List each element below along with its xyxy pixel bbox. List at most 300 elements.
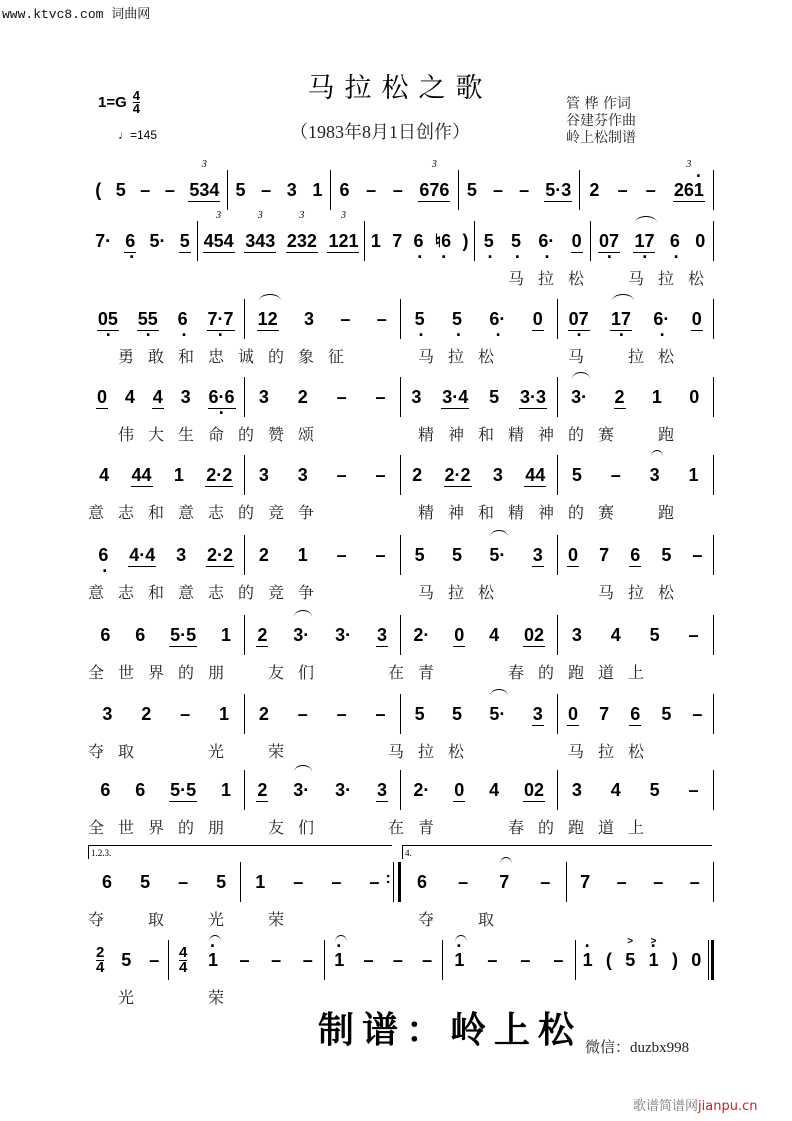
score-row	[88, 699, 714, 729]
score-row	[88, 936, 714, 976]
triplet-mark: 3	[340, 209, 346, 221]
note: 5	[216, 872, 227, 892]
dash: –	[540, 872, 551, 892]
note: 5	[649, 780, 660, 800]
watermark: www.ktvc8.com 词曲网	[2, 7, 151, 22]
note: 3	[102, 704, 113, 724]
lyrics-line: 勇敢和忠诚的象征 马拉松 马 拉松	[88, 347, 689, 366]
note: · 1	[207, 949, 219, 971]
volta-1: 1.2.3.	[88, 845, 392, 859]
note: · 1	[333, 949, 345, 971]
note: 3	[180, 387, 191, 407]
note: 6·6 ·	[208, 386, 236, 409]
tie-arc	[259, 294, 281, 308]
note: 676 3	[419, 158, 450, 200]
time-top: 4	[132, 88, 141, 103]
dash: –	[645, 180, 656, 200]
dash: –	[422, 950, 433, 970]
parenthesis: )	[671, 950, 678, 970]
dash: –	[336, 387, 347, 407]
dash: –	[692, 545, 703, 565]
dash: –	[140, 180, 151, 200]
note: · 261 3	[673, 179, 705, 202]
note: 3·	[335, 780, 352, 800]
dash: –	[297, 704, 308, 724]
measure	[401, 460, 557, 490]
note: 17 ·	[633, 230, 655, 253]
measure	[401, 540, 557, 570]
measure	[558, 699, 714, 729]
note: · 1 >	[648, 949, 660, 971]
note: 5	[140, 872, 151, 892]
note: ♮6 ·	[434, 230, 452, 252]
measure	[88, 304, 244, 334]
note: 6	[135, 625, 146, 645]
note: 5	[235, 180, 246, 200]
dash: –	[340, 309, 351, 329]
note: 1	[221, 625, 232, 645]
dash: –	[688, 780, 699, 800]
tie-arc	[500, 857, 512, 871]
note: 3	[377, 779, 388, 800]
note: 2	[141, 704, 152, 724]
dash: –	[271, 950, 282, 970]
dash: –	[261, 180, 272, 200]
note: 454 3	[203, 209, 234, 251]
note: 1	[651, 387, 662, 407]
measure	[567, 867, 713, 897]
measure	[88, 540, 244, 570]
note: 5	[414, 545, 425, 565]
note: 3	[304, 309, 315, 329]
volta-2: 4.	[402, 845, 712, 859]
note: 5	[115, 180, 126, 200]
note: 6	[100, 780, 111, 800]
note: 3·	[292, 779, 310, 801]
dash: –	[375, 545, 386, 565]
score-row	[88, 304, 714, 334]
note: 6	[102, 872, 113, 892]
dash: –	[336, 704, 347, 724]
measure	[325, 945, 442, 975]
note: 1	[255, 872, 266, 892]
note: 4	[610, 780, 621, 800]
dash: –	[363, 950, 374, 970]
note: 5·5	[170, 779, 197, 800]
barline	[713, 862, 714, 902]
dash: –	[653, 872, 664, 892]
dash: –	[293, 872, 304, 892]
dash: –	[519, 180, 530, 200]
note: 6 ·	[97, 544, 109, 566]
score-row	[88, 620, 714, 650]
note: 3	[649, 464, 661, 486]
measure	[365, 226, 474, 256]
measure	[401, 867, 565, 897]
note: 5 ·	[414, 308, 426, 330]
triplet-mark: 3	[299, 209, 305, 221]
dash: –	[492, 180, 503, 200]
note: 4·4	[129, 544, 156, 565]
note: 6· ·	[488, 308, 506, 330]
note: 2	[257, 779, 268, 800]
note: 7·7 ·	[207, 308, 235, 331]
note: 3	[258, 387, 269, 407]
lyrics-line: 全世界的朋 友们 在青 春的跑道上	[88, 818, 659, 837]
parenthesis: (	[605, 950, 612, 970]
wechat-id: 微信：duzbx998	[585, 1040, 690, 1056]
note: 4	[99, 465, 110, 485]
lyrics-line: 伟大生命的赞颂 精神和精神的赛 跑	[88, 425, 689, 444]
tie-arc	[651, 450, 663, 464]
dash: –	[610, 465, 621, 485]
tie-arc	[612, 294, 634, 308]
note: 5	[121, 950, 132, 970]
note: 6· ·	[652, 308, 670, 330]
note: 5·	[488, 544, 506, 566]
measure	[88, 867, 240, 897]
dash: –	[458, 872, 469, 892]
note: 5	[489, 387, 500, 407]
barline	[713, 455, 714, 495]
measure	[401, 699, 557, 729]
note: 1	[297, 545, 308, 565]
lyricist: 管 桦 作词	[566, 96, 631, 112]
note: 3·	[292, 624, 310, 646]
barline	[713, 170, 714, 210]
note: 2·	[413, 625, 430, 645]
note: 3·3	[520, 386, 547, 407]
tie-arc	[490, 689, 508, 703]
measure	[475, 226, 590, 256]
note: 7	[599, 545, 610, 565]
note: 02	[524, 779, 545, 800]
dash: –	[164, 180, 175, 200]
note: 5·	[149, 231, 166, 251]
measure	[169, 945, 323, 975]
final-barline	[708, 940, 714, 980]
barline	[713, 299, 714, 339]
score-row	[88, 209, 714, 256]
tie-arc	[635, 216, 657, 230]
note: 2·2	[207, 544, 234, 565]
note: 7·	[95, 231, 112, 251]
note: 07 ·	[598, 230, 620, 253]
note: 3	[377, 624, 388, 645]
note: 0	[691, 308, 702, 329]
note: 44	[131, 464, 152, 485]
note: 3	[571, 625, 582, 645]
dash: –	[392, 950, 403, 970]
note: 6 ·	[124, 230, 136, 253]
note: 4	[152, 386, 163, 407]
measure	[88, 620, 244, 650]
dash: –	[180, 704, 191, 724]
dash: –	[336, 465, 347, 485]
lyrics-line: 马拉松 马拉松	[88, 269, 719, 288]
measure	[558, 460, 714, 490]
dash: –	[375, 704, 386, 724]
note: 5	[414, 704, 425, 724]
measure	[245, 775, 401, 805]
site-watermark	[633, 1095, 757, 1114]
note: 1	[221, 780, 232, 800]
note: 6· ·	[537, 230, 555, 252]
measure	[558, 775, 714, 805]
measure	[401, 382, 557, 412]
tie-arc	[209, 935, 221, 949]
note: 0	[689, 387, 700, 407]
note: 2	[257, 624, 268, 645]
note: 5	[452, 545, 463, 565]
note: 17 ·	[610, 308, 632, 331]
note: 121 3	[328, 209, 359, 251]
note: 55 ·	[137, 308, 159, 331]
note: 1	[688, 465, 699, 485]
note: 343 3	[245, 209, 276, 251]
note: 1	[370, 231, 381, 251]
measure	[558, 620, 714, 650]
note: 7	[498, 871, 510, 893]
dash: –	[369, 872, 380, 892]
note: 6	[630, 703, 641, 724]
lyrics-line: 光 荣	[88, 988, 239, 1007]
note: 5 ·	[483, 230, 495, 252]
note: 1	[312, 180, 323, 200]
note: 3	[286, 180, 297, 200]
dash: –	[375, 465, 386, 485]
note: 5	[179, 230, 190, 251]
note: 7	[392, 231, 403, 251]
parenthesis: )	[462, 231, 469, 251]
measure	[245, 382, 401, 412]
triplet-mark: 3	[686, 158, 692, 170]
measure	[245, 304, 401, 334]
composer: 谷建芬作曲	[566, 113, 636, 129]
measure	[198, 209, 364, 256]
note: · 1	[582, 949, 594, 971]
note: 6	[417, 872, 428, 892]
lyrics-line: 夺 取 光 荣 夺 取	[88, 910, 509, 929]
barline	[713, 694, 714, 734]
note: 0	[568, 544, 579, 565]
note: 232 3	[286, 209, 317, 251]
note: 02	[524, 624, 545, 645]
note: 44	[525, 464, 546, 485]
measure	[228, 175, 331, 205]
parenthesis: (	[95, 180, 102, 200]
credits	[566, 96, 636, 147]
note: 3	[532, 544, 543, 565]
repeat-barline	[393, 862, 401, 902]
note: 4	[610, 625, 621, 645]
dash: –	[239, 950, 250, 970]
measure	[401, 304, 557, 334]
subtitle: （1983年8月1日创作）	[290, 122, 470, 142]
dash: –	[149, 950, 160, 970]
note: 3	[571, 780, 582, 800]
dash: –	[688, 625, 699, 645]
score-row	[88, 775, 714, 805]
accent-mark: >	[650, 936, 657, 947]
measure	[331, 158, 458, 205]
note: 3	[258, 465, 269, 485]
note: 7	[599, 704, 610, 724]
note: 5	[466, 180, 477, 200]
score-row	[88, 867, 714, 897]
triplet-mark: 3	[216, 209, 222, 221]
measure	[576, 936, 708, 975]
dash: –	[302, 950, 313, 970]
measure	[558, 304, 714, 334]
measure	[245, 460, 401, 490]
signature: 制谱：岭上松	[318, 1009, 583, 1051]
note: 4	[489, 780, 500, 800]
tie-arc	[294, 610, 312, 624]
note: 6	[630, 544, 641, 565]
note: 3·	[570, 386, 588, 408]
note: 5 ·	[451, 308, 463, 330]
note: 5	[661, 704, 672, 724]
dash: –	[178, 872, 189, 892]
note: 4	[489, 625, 500, 645]
measure	[88, 699, 244, 729]
dash: –	[375, 387, 386, 407]
triplet-mark: 3	[201, 158, 207, 170]
note: 0	[691, 950, 702, 970]
score-row	[88, 382, 714, 412]
note: 5 >	[624, 949, 636, 971]
arranger: 岭上松制谱	[566, 130, 636, 146]
dash: –	[336, 545, 347, 565]
barline	[713, 377, 714, 417]
note: 12	[257, 308, 279, 331]
score-row	[88, 540, 714, 570]
note: 1	[219, 704, 230, 724]
note: 0	[96, 386, 107, 407]
tie-arc	[335, 935, 347, 949]
note: 5	[649, 625, 660, 645]
score-row	[88, 460, 714, 490]
note: 7	[580, 872, 591, 892]
barline	[713, 615, 714, 655]
note: · 1	[453, 949, 465, 971]
note: 0	[695, 231, 706, 251]
note: 534 3	[189, 158, 220, 200]
measure	[459, 175, 580, 205]
lyrics-line: 意志和意志的竞争 精神和精神的赛 跑	[88, 503, 689, 522]
note: 5	[452, 704, 463, 724]
time-signature: 4 4	[179, 943, 188, 976]
note: 5 ·	[510, 230, 522, 252]
measure	[88, 945, 168, 975]
note: 0	[571, 230, 582, 251]
tie-arc	[490, 530, 508, 544]
dash: –	[689, 872, 700, 892]
note: 3	[297, 465, 308, 485]
note: 0	[454, 624, 465, 645]
measure	[241, 867, 393, 897]
note: 5·3	[545, 179, 572, 200]
note: 6 ·	[412, 230, 424, 252]
triplet-mark: 3	[431, 158, 437, 170]
triplet-mark: 3	[257, 209, 263, 221]
note: 2·2	[444, 464, 471, 485]
lyrics-line: 全世界的朋 友们 在青 春的跑道上	[88, 663, 659, 682]
note: 6 ·	[177, 308, 189, 330]
note: 2	[412, 465, 423, 485]
note: 6 ·	[669, 230, 681, 252]
time-signature: 2 4	[95, 943, 105, 976]
note: 6	[135, 780, 146, 800]
dash: –	[392, 180, 403, 200]
site-cn: 歌谱简谱网	[633, 1099, 699, 1114]
note: 5	[661, 545, 672, 565]
dash: –	[376, 309, 387, 329]
note: 0	[454, 779, 465, 800]
note: 2	[589, 180, 600, 200]
measure	[558, 382, 714, 412]
measure	[401, 620, 557, 650]
time-bottom: 4	[132, 101, 141, 116]
measure	[591, 226, 713, 256]
note: 4	[124, 387, 135, 407]
note: 0	[532, 308, 543, 329]
lyrics-line: 意志和意志的竞争 马拉松 马拉松	[88, 583, 689, 602]
key: 1=G	[98, 94, 127, 111]
measure	[443, 945, 575, 975]
dash: –	[487, 950, 498, 970]
note: 1	[173, 465, 184, 485]
tempo: ♩=145	[118, 128, 158, 142]
song-title: 马拉松之歌	[307, 73, 493, 104]
measure	[401, 775, 557, 805]
tie-arc	[294, 765, 312, 779]
note: 3·4	[442, 386, 469, 407]
dash: –	[520, 950, 531, 970]
dash: –	[366, 180, 377, 200]
measure	[245, 620, 401, 650]
note: 2	[258, 545, 269, 565]
dash: –	[616, 872, 627, 892]
note: 6	[100, 625, 111, 645]
measure	[88, 226, 197, 256]
barline	[713, 535, 714, 575]
barline	[713, 770, 714, 810]
note: 3	[411, 387, 422, 407]
dash: –	[331, 872, 342, 892]
measure	[88, 460, 244, 490]
lyrics-line: 夺取 光 荣 马拉松 马拉松	[88, 742, 659, 761]
accent-mark: >	[627, 936, 634, 947]
note: 3	[176, 545, 187, 565]
note: 0	[568, 703, 579, 724]
note: 2	[614, 386, 625, 407]
barline	[713, 221, 714, 261]
note: 6	[339, 180, 350, 200]
tie-arc	[455, 935, 467, 949]
tie-arc	[572, 372, 590, 386]
note: 5	[571, 465, 582, 485]
note: 2·	[413, 780, 430, 800]
note: 05 ·	[97, 308, 119, 331]
dash: –	[617, 180, 628, 200]
measure	[88, 158, 227, 205]
measure	[88, 775, 244, 805]
note: 2	[297, 387, 308, 407]
site-en: jianpu.cn	[698, 1099, 758, 1114]
measure	[245, 699, 401, 729]
